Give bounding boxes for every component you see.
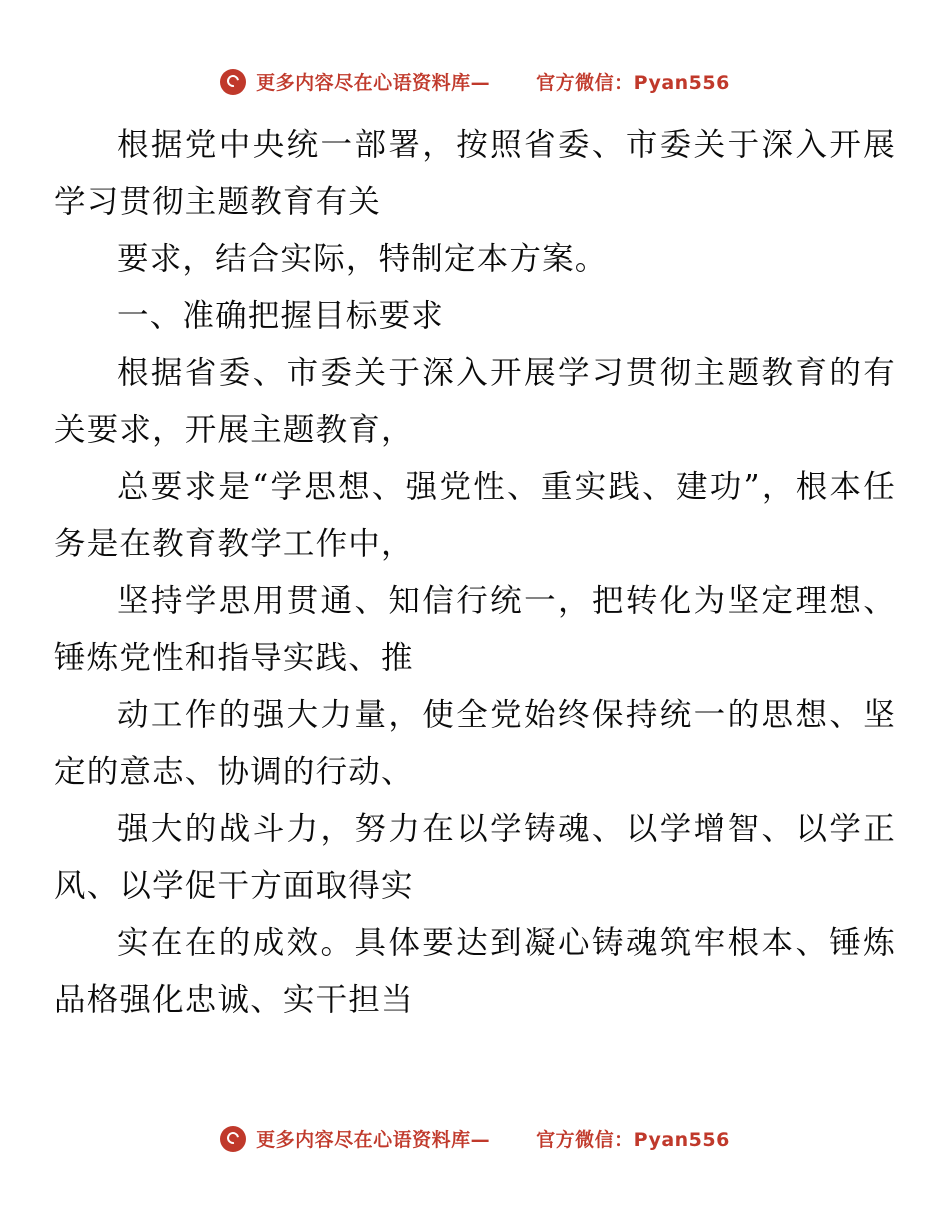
circle-swoosh-logo-icon	[220, 1126, 246, 1152]
watermark-footer	[0, 1125, 950, 1152]
paragraph: 要求，结合实际，特制定本方案。	[117, 241, 608, 277]
paragraph: 根据省委、市委关于深入开展学习贯彻主题教育的有关要求，开展主题教育，	[54, 355, 896, 448]
paragraph: 强大的战斗力，努力在以学铸魂、以学增智、以学正风、以学促干方面取得实	[54, 811, 896, 904]
document-body	[54, 95, 896, 1029]
watermark-brand-text: 更多内容尽在心语资料库—	[256, 1129, 491, 1151]
watermark-contact-text: 官方微信：Pyan556	[536, 72, 730, 94]
circle-swoosh-logo-icon	[220, 69, 246, 95]
paragraph: 动工作的强大力量，使全党始终保持统一的思想、坚定的意志、协调的行动、	[54, 697, 896, 790]
paragraph: 坚持学思用贯通、知信行统一，把转化为坚定理想、锤炼党性和指导实践、推	[54, 583, 896, 676]
watermark-header	[0, 68, 950, 95]
watermark-brand-text: 更多内容尽在心语资料库—	[256, 72, 491, 94]
paragraph: 一、准确把握目标要求	[117, 298, 445, 334]
paragraph: 总要求是“学思想、强党性、重实践、建功”，根本任务是在教育教学工作中，	[54, 469, 896, 562]
paragraph: 根据党中央统一部署，按照省委、市委关于深入开展学习贯彻主题教育有关	[54, 127, 896, 220]
paragraph: 实在在的成效。具体要达到凝心铸魂筑牢根本、锤炼品格强化忠诚、实干担当	[54, 925, 896, 1018]
watermark-contact-text: 官方微信：Pyan556	[536, 1129, 730, 1151]
